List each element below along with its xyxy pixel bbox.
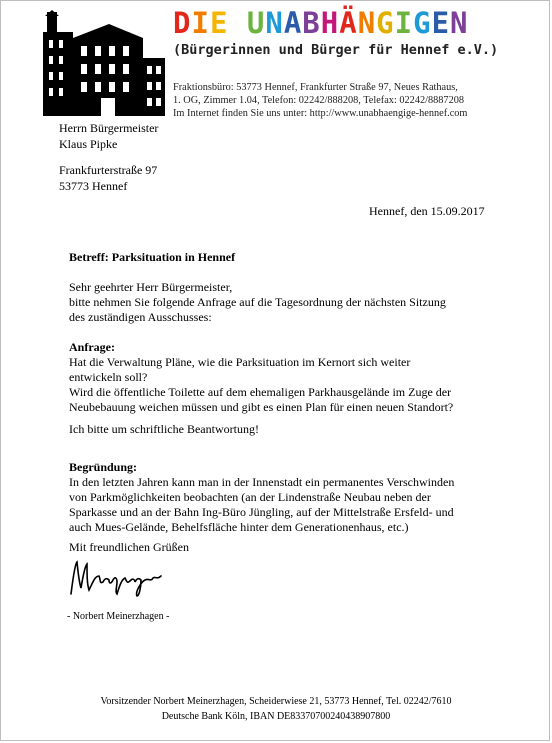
org-name-letter: E xyxy=(431,6,451,40)
org-name-letter: A xyxy=(283,6,303,40)
org-name-letter: I xyxy=(191,6,210,40)
request-line: Ich bitte um schriftliche Beantwortung! xyxy=(69,422,259,436)
org-name-letter: N xyxy=(357,6,377,40)
begruendung-line: Sparkasse und an der Bahn Ing-Büro Jüngling, auf der Mittelstraße Ersfeld- und xyxy=(69,505,454,519)
office-phone-line: 1. OG, Zimmer 1.04, Telefon: 02242/888208, Telefax: 02242/8887208 xyxy=(173,95,465,106)
anfrage-heading: Anfrage: xyxy=(69,340,115,354)
org-name-letter: D xyxy=(173,6,192,40)
closing-line: Mit freundlichen Grüßen xyxy=(69,540,189,554)
org-name-letter: U xyxy=(246,6,266,40)
town-hall-logo xyxy=(39,10,169,118)
anfrage-line: entwickeln soll? xyxy=(69,370,148,384)
org-name-letter: I xyxy=(394,6,414,40)
org-name-letter: G xyxy=(413,6,432,40)
recipient-address-block xyxy=(59,162,157,194)
office-address-line: Fraktionsbüro: 53773 Hennef, Frankfurter Straße 97, Neues Rathaus, xyxy=(173,82,458,93)
signer-name: - Norbert Meinerzhagen - xyxy=(67,611,170,622)
anfrage-line: Neubebauung weichen müssen und gibt es einen Plan für einen neuen Standort? xyxy=(69,400,454,414)
office-contact-block xyxy=(173,81,513,120)
org-name-letter: N xyxy=(450,6,469,40)
anfrage-section xyxy=(69,340,519,415)
office-website-line: Im Internet finden Sie uns unter: http://www.unabhaengige-hennef.com xyxy=(173,108,468,119)
recipient-street: Frankfurterstraße 97 xyxy=(59,163,158,177)
anfrage-line: Hat die Verwaltung Pläne, wie die Parksituation im Kernort sich weiter xyxy=(69,355,411,369)
org-name-letter: N xyxy=(265,6,284,40)
recipient-title: Herrn Bürgermeister xyxy=(59,121,159,135)
recipient-name-block xyxy=(59,120,158,152)
intro-line: des zuständigen Ausschusses: xyxy=(69,310,212,324)
org-name-letter: E xyxy=(209,6,229,40)
handwritten-signature xyxy=(65,558,165,598)
org-name-letter: H xyxy=(320,6,340,40)
anfrage-line: Wird die öffentliche Toilette auf dem ehemaligen Parkhausgelände im Zuge der xyxy=(69,385,452,399)
letter-subject: Betreff: Parksituation in Hennef xyxy=(69,250,236,264)
org-name-letter: B xyxy=(302,6,321,40)
begruendung-heading: Begründung: xyxy=(69,460,138,474)
org-name-letter xyxy=(228,6,246,40)
organization-subtitle: (Bürgerinnen und Bürger für Hennef e.V.) xyxy=(173,42,499,58)
begruendung-line: auch Mues-Gelände, Behelfsfläche hinter dem Generationenhaus, etc.) xyxy=(69,520,409,534)
begruendung-section xyxy=(69,460,519,535)
begruendung-line: In den letzten Jahren kann man in der Innenstadt ein permanentes Verschwinden xyxy=(69,475,455,489)
begruendung-line: von Parkmöglichkeiten beobachten (an der Lindenstraße Neubau neben der xyxy=(69,490,431,504)
letter-date: Hennef, den 15.09.2017 xyxy=(369,204,485,218)
salutation: Sehr geehrter Herr Bürgermeister, xyxy=(69,280,233,294)
recipient-city: 53773 Hennef xyxy=(59,179,128,193)
org-name-letter: Ä xyxy=(339,6,358,40)
footer-address: Vorsitzender Norbert Meinerzhagen, Scheiderwiese 21, 53773 Hennef, Tel. 02242/7610 xyxy=(100,696,452,707)
org-name-letter: G xyxy=(376,6,395,40)
organization-name xyxy=(173,6,469,40)
intro-line: bitte nehmen Sie folgende Anfrage auf die Tagesordnung der nächsten Sitzung xyxy=(69,295,446,309)
footer-bank: Deutsche Bank Köln, IBAN DE83370700240438907800 xyxy=(161,711,391,722)
recipient-name: Klaus Pipke xyxy=(59,137,118,151)
intro-paragraph xyxy=(69,280,519,325)
footer-block xyxy=(1,694,551,724)
